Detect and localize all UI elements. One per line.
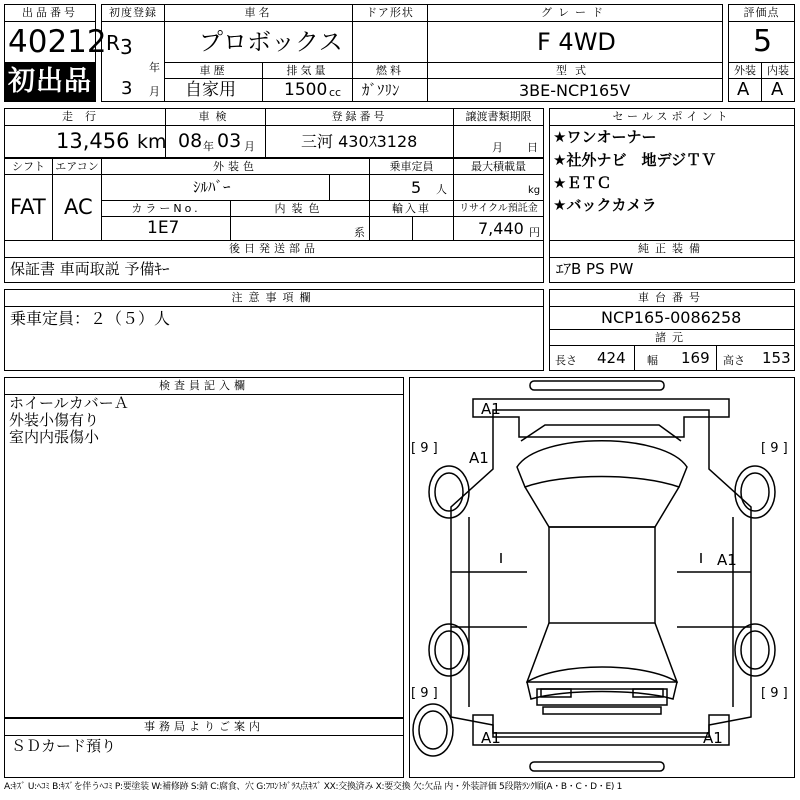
mark-right-rear-door: A1 [717, 551, 737, 569]
recycle-label: リサイクル預託金 [453, 200, 544, 217]
fuel-value: ｶﾞｿﾘﾝ [362, 81, 400, 99]
rating-label: 評価点 [728, 4, 795, 22]
color-no-label: カラーNo. [101, 200, 231, 217]
dims-label: 諸元 [549, 329, 795, 346]
ext-color-value: ｼﾙﾊﾞｰ [193, 178, 231, 196]
inspector-line-1: ホイールカバーＡ [9, 394, 129, 412]
registration-label: 登録番号 [265, 108, 454, 126]
color-no-value: 1E7 [147, 218, 180, 238]
registration-value: 三河 430ｽ3128 [301, 132, 418, 151]
exterior-grade-label: 外装 [728, 62, 762, 79]
sales-point-2: ★社外ナビ 地デジＴＶ [553, 151, 717, 169]
car-name-label: 車名 [164, 4, 353, 22]
interior-grade: A [771, 79, 784, 100]
mark-front-bumper: A1 [481, 400, 501, 418]
dims-height: 153 [762, 349, 791, 367]
history-value: 自家用 [185, 80, 236, 100]
interior-grade-label: 内装 [761, 62, 795, 79]
displacement-value: 1500 [284, 80, 328, 100]
aircon-label: エアコン [52, 158, 102, 175]
fuel-label: 燃料 [352, 62, 428, 79]
later-parts-label: 後日発送部品 [4, 240, 544, 258]
first-reg-era: R [106, 31, 120, 55]
transfer-month-unit: 月 [492, 141, 503, 154]
rear-plate [543, 707, 661, 714]
transfer-deadline-label: 譲渡書類期限 [453, 108, 544, 126]
dims-box [549, 345, 795, 371]
first-reg-label: 初度登録 [101, 4, 165, 22]
capacity-label: 乗車定員 [369, 158, 454, 175]
tire-left-rear: [ 9 ] [411, 686, 438, 701]
notes-label: 注意事項欄 [4, 289, 544, 307]
later-parts-value: 保証書 車両取説 予備ｷｰ [10, 260, 170, 278]
ext-color-label: 外装色 [101, 158, 370, 175]
sales-points-label: セールスポイント [549, 108, 795, 126]
first-reg-month: 3 [121, 78, 133, 99]
capacity-value: 5 [411, 178, 422, 197]
aircon-value: AC [64, 195, 93, 219]
max-load-unit: kg [528, 185, 541, 196]
inspection-year: 08 [178, 130, 203, 152]
first-reg-year: 3 [120, 35, 133, 59]
first-listing-text: 初出品 [8, 66, 92, 97]
max-load-label: 最大積載量 [453, 158, 544, 175]
int-color-box [230, 216, 370, 241]
rear-window [527, 667, 677, 699]
first-reg-month-unit: 月 [149, 85, 160, 98]
dims-height-label: 高さ [723, 354, 745, 367]
car-name: プロボックス [199, 28, 343, 56]
tire-left-front: [ 9 ] [411, 441, 438, 456]
dims-length-label: 長さ [555, 354, 577, 367]
office-label: 事務局よりご案内 [4, 718, 404, 736]
office-value: ＳＤカード預り [11, 737, 117, 755]
shift-value: FAT [10, 195, 46, 219]
shift-label: シフト [4, 158, 53, 175]
sales-point-4: ★バックカメラ [553, 196, 657, 214]
recycle-value: 7,440 [478, 219, 524, 238]
dims-width-label: 幅 [647, 354, 658, 367]
headlights [521, 425, 681, 441]
displacement-label: 排気量 [262, 62, 353, 79]
dims-divider-1 [634, 345, 635, 371]
door-type-label: ドア形状 [352, 4, 428, 22]
sales-point-1: ★ワンオーナー [553, 128, 657, 146]
dims-length: 424 [597, 349, 626, 367]
mark-front-left: A1 [469, 449, 489, 467]
roof [549, 527, 655, 623]
grade: F 4WD [537, 28, 616, 56]
int-color-label: 内装色 [230, 200, 370, 217]
front-bumper [473, 399, 729, 417]
dims-width: 169 [681, 349, 710, 367]
int-color-unit: 系 [354, 226, 365, 239]
model-code: 3BE-NCP165V [519, 81, 631, 100]
import-divider [412, 216, 413, 241]
import-label: 輸入車 [369, 200, 454, 217]
inspection-label: 車検 [165, 108, 266, 126]
mileage-unit: km [137, 131, 167, 153]
rating-value: 5 [753, 24, 773, 59]
windshield [517, 441, 687, 487]
car-damage-diagram [409, 377, 795, 778]
genuine-equip-label: 純正装備 [549, 240, 795, 258]
inspector-line-2: 外装小傷有り [9, 411, 100, 429]
inspection-month: 03 [217, 130, 242, 152]
exterior-grade: A [737, 79, 750, 100]
front-cabin [525, 487, 679, 527]
chassis-value: NCP165-0086258 [601, 308, 742, 327]
inspection-month-unit: 月 [244, 140, 255, 153]
ext-color-divider [329, 174, 330, 201]
mileage-value: 13,456 [56, 129, 130, 153]
displacement-unit: cc [329, 86, 342, 99]
recycle-unit: 円 [529, 226, 540, 239]
rear-bumper-bar [530, 762, 664, 771]
genuine-equip-value: ｴｱB PS PW [556, 260, 634, 278]
first-reg-year-unit: 年 [149, 61, 160, 74]
mark-rear-right: A1 [703, 729, 723, 747]
transfer-day-unit: 日 [527, 141, 538, 154]
inspector-line-3: 室内内張傷小 [9, 428, 100, 446]
legend: A:ｷｽﾞ U:ﾍｺﾐ B:ｷｽﾞを伴うﾍｺﾐ P:要塗装 W:補修跡 S:錆 C:腐食、穴 G:ﾌﾛﾝﾄｶﾞﾗｽ点ｷｽﾞ XX:交換済み X:要交換 欠:欠品 内・外装評価 5段階ﾗﾝｸ順(A・B・C・D・E) 1 [4, 782, 623, 792]
inspector-label: 検査員記入欄 [4, 377, 404, 395]
capacity-unit: 人 [436, 183, 447, 196]
sales-point-3: ★ＥＴＣ [553, 174, 612, 192]
notes-value: 乗車定員：２（５）人 [10, 309, 171, 328]
model-code-label: 型式 [427, 62, 723, 79]
rear-bumper [473, 715, 729, 745]
tire-right-rear: [ 9 ] [761, 686, 788, 701]
lot-number-label: 出品番号 [4, 4, 96, 22]
mark-rear-left: A1 [481, 729, 501, 747]
grade-label: グレード [427, 4, 723, 22]
lot-number: 40212 [8, 24, 107, 60]
tire-right-front: [ 9 ] [761, 441, 788, 456]
dims-divider-2 [716, 345, 717, 371]
front-bumper-bar [530, 381, 664, 390]
chassis-label: 車台番号 [549, 289, 795, 307]
door-type-box [352, 21, 428, 63]
inspection-year-unit: 年 [203, 140, 214, 153]
history-label: 車歴 [164, 62, 263, 79]
mileage-label: 走行 [4, 108, 166, 126]
